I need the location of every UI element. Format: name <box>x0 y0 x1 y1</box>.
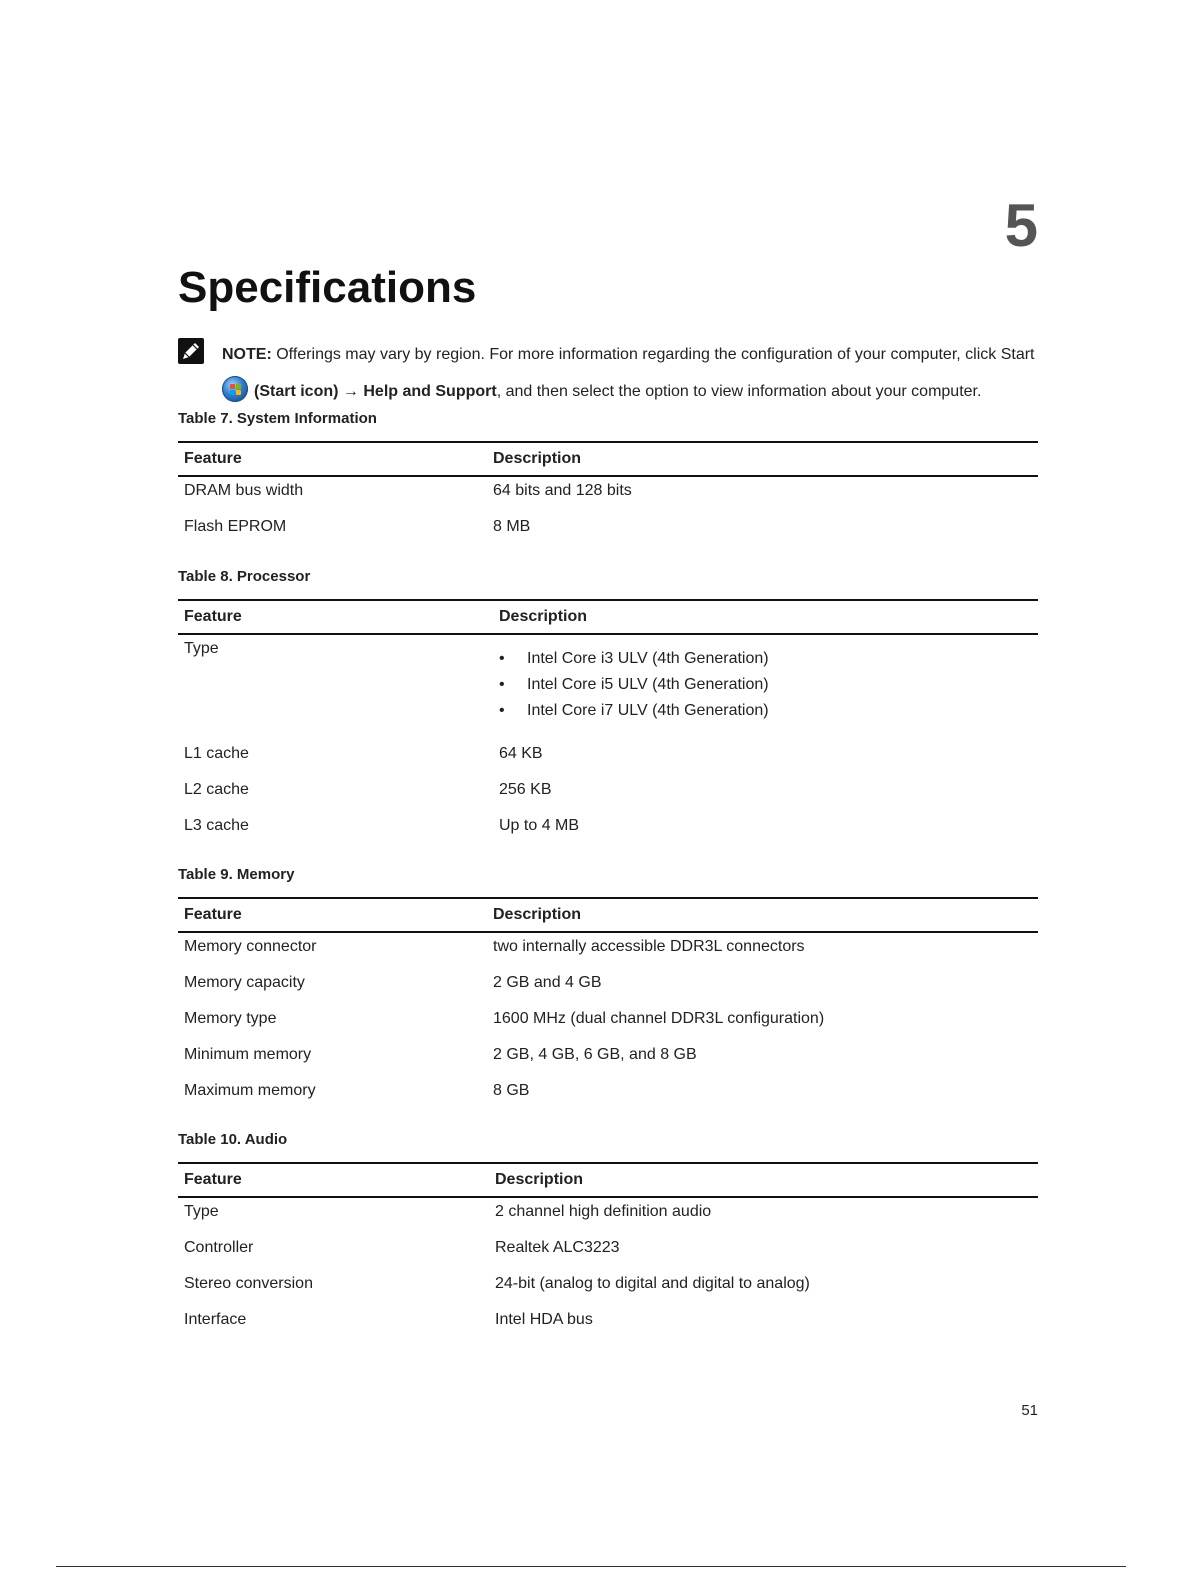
row-description: Up to 4 MB <box>499 817 580 834</box>
row-feature: Flash EPROM <box>184 518 287 535</box>
row-feature: Type <box>184 640 219 657</box>
chapter-number: 5 <box>1004 192 1038 259</box>
table-caption: Table 7. System Information <box>178 410 377 427</box>
table-header <box>178 1162 1038 1198</box>
list-item: • Intel Core i7 ULV (4th Generation) <box>499 698 769 724</box>
header-description: Description <box>493 906 582 923</box>
row-description: 256 KB <box>499 781 552 798</box>
row-description: 2 GB and 4 GB <box>493 974 602 991</box>
table-caption: Table 9. Memory <box>178 866 295 883</box>
table-caption: Table 10. Audio <box>178 1131 288 1148</box>
row-feature: Controller <box>184 1239 254 1256</box>
row-feature: DRAM bus width <box>184 482 304 499</box>
header-feature: Feature <box>184 906 242 923</box>
header-feature: Feature <box>184 1171 242 1188</box>
row-feature: Type <box>184 1203 219 1220</box>
start-icon-label: (Start icon) <box>254 383 339 400</box>
row-description: 24-bit (analog to digital and digital to analog) <box>495 1275 810 1292</box>
note-label: NOTE: <box>222 346 272 363</box>
page-title: Specifications <box>178 263 477 312</box>
row-feature: Interface <box>184 1311 247 1328</box>
arrow-glyph: → <box>342 383 359 400</box>
row-description: 8 GB <box>493 1082 530 1099</box>
list-item: • Intel Core i3 ULV (4th Generation) <box>499 646 769 672</box>
header-description: Description <box>499 608 588 625</box>
page-number: 51 <box>1021 1402 1038 1419</box>
note-text-2: , and then select the option to view information about your computer. <box>496 383 982 400</box>
row-feature: Memory capacity <box>184 974 305 991</box>
row-description: 64 KB <box>499 745 543 762</box>
row-feature: Stereo conversion <box>184 1275 313 1292</box>
row-feature: Minimum memory <box>184 1046 312 1063</box>
table-header <box>178 897 1038 933</box>
row-description: Intel HDA bus <box>495 1311 593 1328</box>
note-pencil-icon <box>178 338 204 364</box>
row-description: 2 GB, 4 GB, 6 GB, and 8 GB <box>493 1046 697 1063</box>
header-description: Description <box>493 450 582 467</box>
row-description: two internally accessible DDR3L connectors <box>493 938 805 955</box>
row-feature: Memory type <box>184 1010 277 1027</box>
processor-type-list <box>499 646 769 724</box>
row-feature: L1 cache <box>184 745 249 762</box>
windows-start-icon <box>222 376 248 402</box>
header-feature: Feature <box>184 450 242 467</box>
row-feature: L3 cache <box>184 817 249 834</box>
row-description: Realtek ALC3223 <box>495 1239 620 1256</box>
help-support-label: Help and Support <box>363 383 497 400</box>
header-description: Description <box>495 1171 584 1188</box>
note-text-1: Offerings may vary by region. For more information regarding the configuration of your computer, click Start <box>276 346 1035 363</box>
table-header <box>178 441 1038 477</box>
header-feature: Feature <box>184 608 242 625</box>
row-description: 64 bits and 128 bits <box>493 482 632 499</box>
row-feature: Maximum memory <box>184 1082 316 1099</box>
note-block <box>178 336 1038 410</box>
row-feature: L2 cache <box>184 781 249 798</box>
row-description: 1600 MHz (dual channel DDR3L configuration) <box>493 1010 825 1027</box>
table-caption: Table 8. Processor <box>178 568 311 585</box>
list-item: • Intel Core i5 ULV (4th Generation) <box>499 672 769 698</box>
table-header <box>178 599 1038 635</box>
row-description: 2 channel high definition audio <box>495 1203 712 1220</box>
footer-rule <box>56 1566 1126 1567</box>
row-description: 8 MB <box>493 518 531 535</box>
row-feature: Memory connector <box>184 938 317 955</box>
